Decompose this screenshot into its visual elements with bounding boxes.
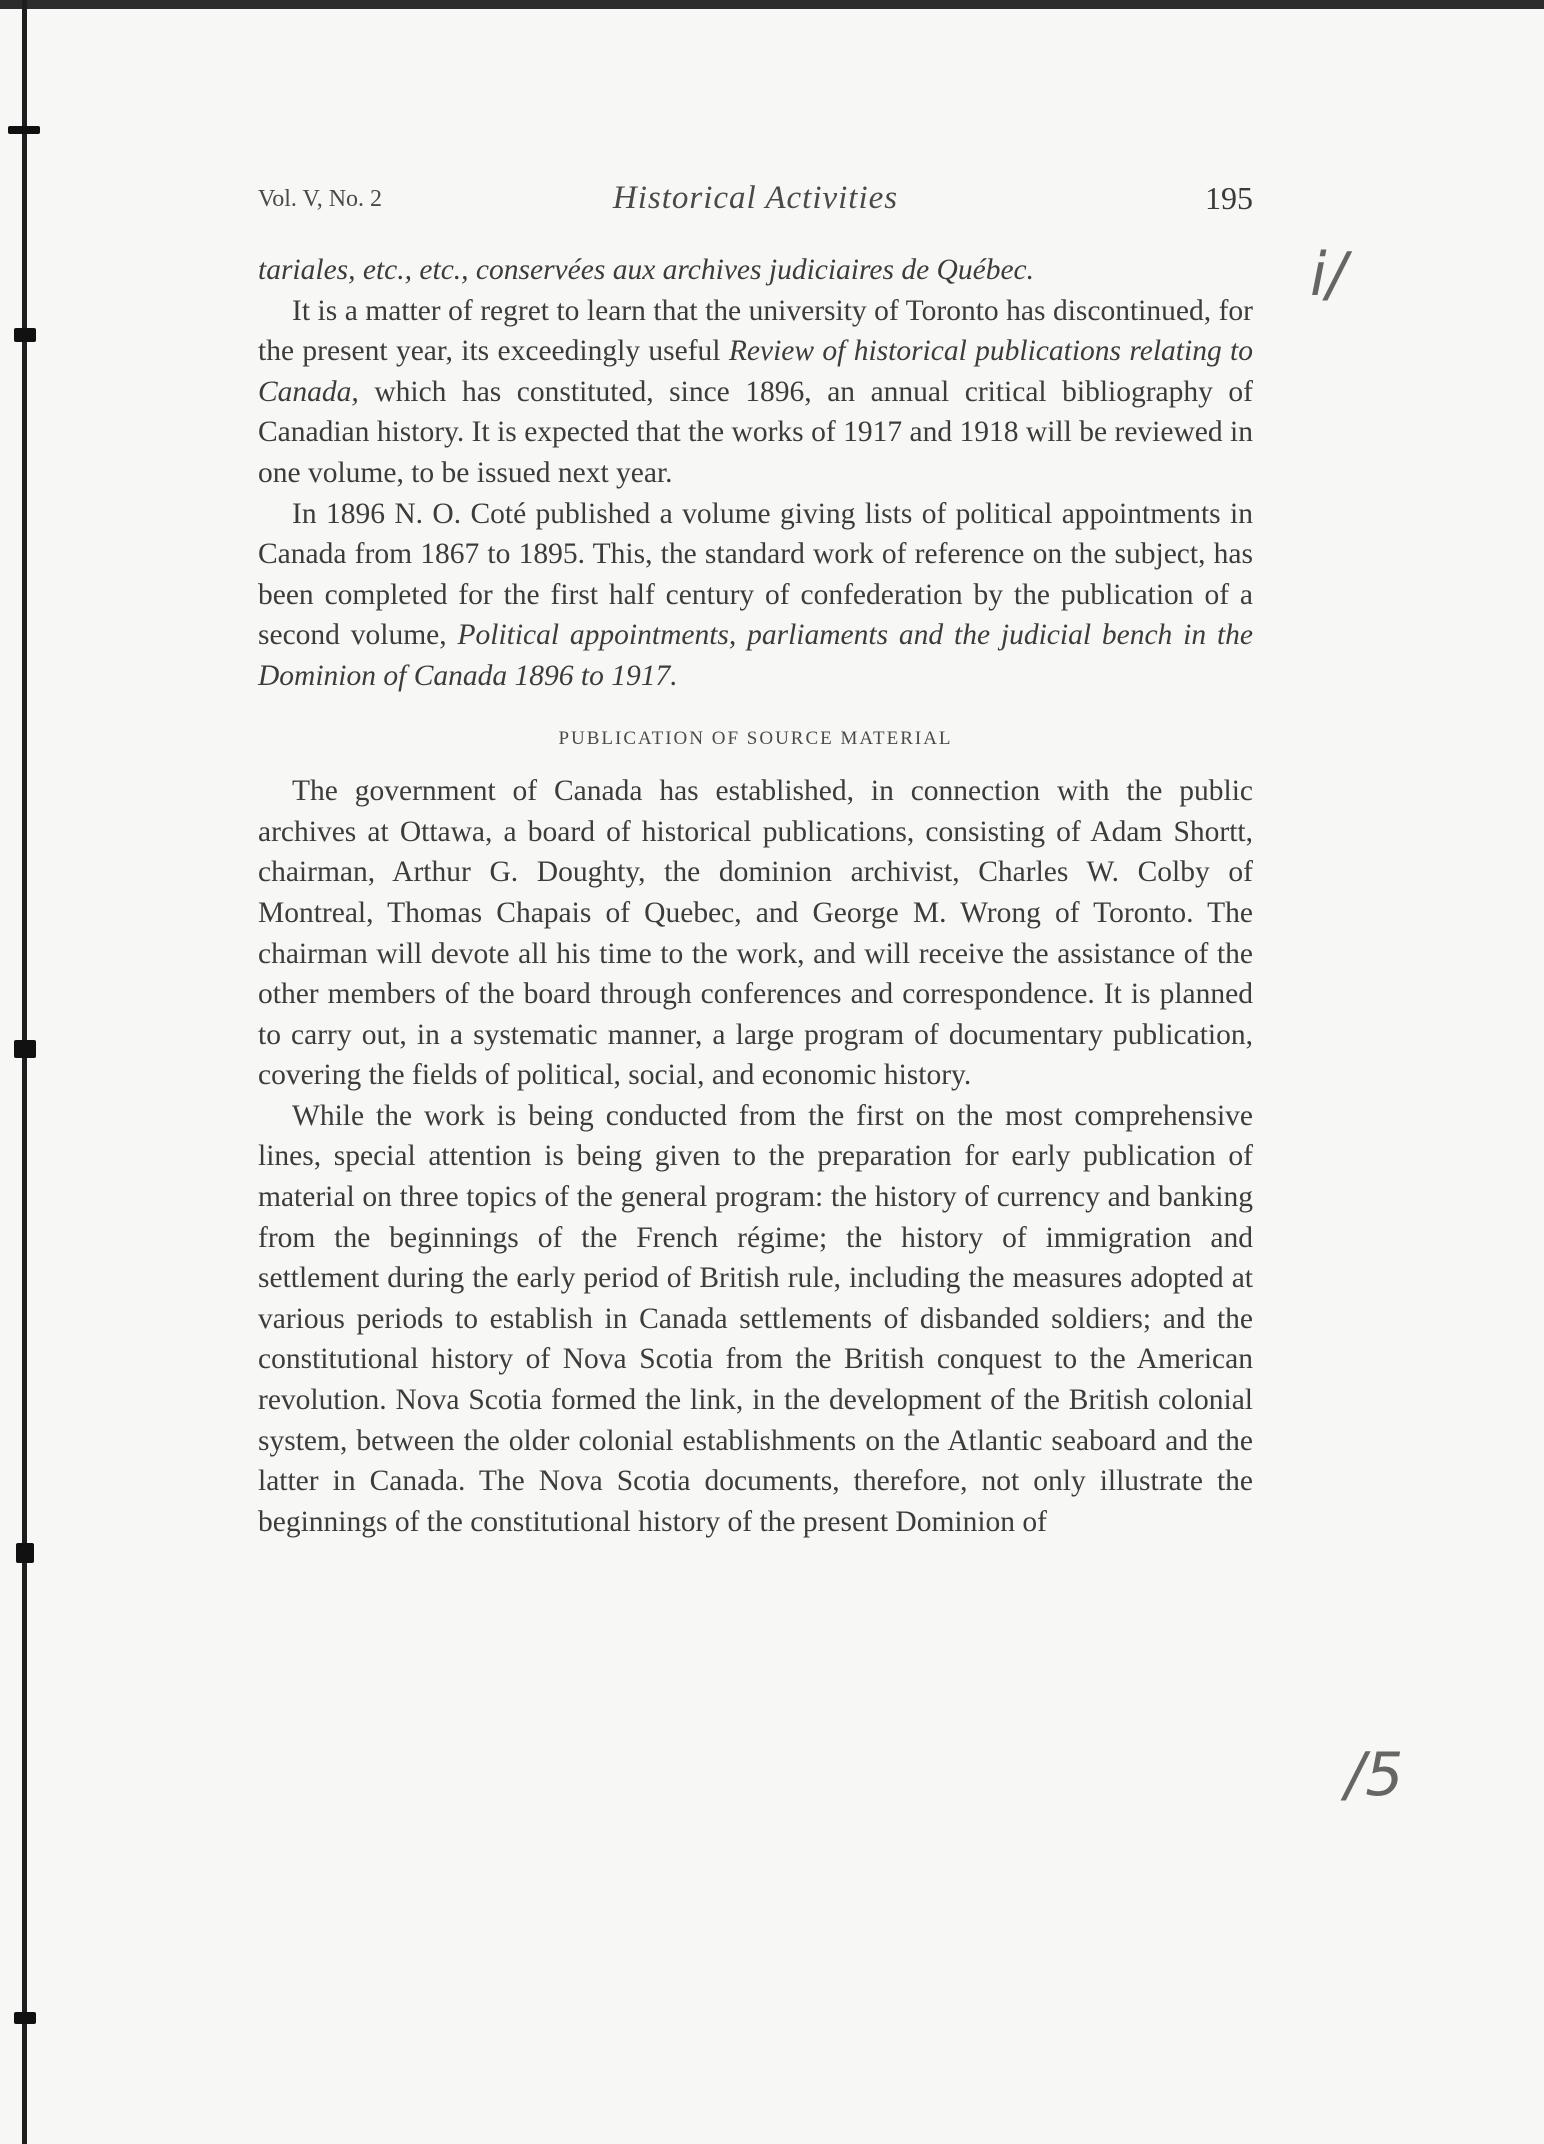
margin-note-top: i/ — [1310, 240, 1347, 310]
text-run: While the work is being conducted from the first on the most comprehensive lines, special attention is being given to the preparation for early publication of material on three topics of the general program: the history of currency and banking from the beginnings of the French régime; the history of immigration and settlement during the early period of British rule, including the measures adopted at various periods to establish in Canada settlements of disbanded soldiers; and the constitutional history of Nova Scotia from the British conquest to the American revolution. Nova Scotia formed the link, in the development of the British colonial system, between the older colonial establishments on the Atlantic seaboard and the latter in Canada. The Nova Scotia documents, therefore, not only illustrate the beginnings of the constitutional history of the present Dominion of — [258, 1099, 1253, 1538]
page-header — [258, 180, 1253, 226]
paragraph — [258, 771, 1253, 1096]
running-title: Historical Activities — [612, 180, 899, 216]
page-number: 195 — [1205, 180, 1253, 216]
text-run: It is a matter of regret to learn that the university of Toronto has discontinued, for the present year, its exceedingly useful — [258, 294, 1253, 368]
binding-mark — [8, 126, 40, 134]
italic-title: Review of historical publications relating to Canada, — [258, 335, 1254, 408]
binding-line — [22, 0, 27, 2144]
paragraph — [258, 494, 1253, 697]
text-run: which has constituted, since 1896, an annual critical bibliography of Canadian history. It is expected that the works of 1917 and 1918 will be reviewed in one volume, to be issued next year. — [258, 375, 1253, 489]
binding-mark — [14, 328, 36, 342]
text-run: In 1896 N. O. Coté published a volume giving lists of political appointments in Canada from 1867 to 1895. This, the standard work of reference on the subject, has been completed for the first half century of confederation by the publication of a second volume, — [258, 497, 1253, 652]
section-heading: PUBLICATION OF SOURCE MATERIAL — [558, 727, 953, 749]
binding-mark — [16, 1543, 34, 1563]
text-run: The government of Canada has established, in connection with the public archives at Ottawa, a board of historical publications, consisting of Adam Shortt, chairman, Arthur G. Doughty, the dominion archivist, Charles W. Colby of Montreal, Thomas Chapais of Quebec, and George M. Wrong of Toronto. The chairman will devote all his time to the work, and will receive the assistance of the other members of the board through conferences and correspondence. It is planned to carry out, in a systematic manner, a large program of documentary publication, covering the fields of political, social, and economic history. — [258, 775, 1253, 1092]
body-text — [258, 250, 1253, 1542]
binding-mark — [14, 1040, 36, 1058]
italic-title: Political appointments, parliaments and the judicial bench in the Dominion of Canada 1896 to 1917. — [258, 619, 1253, 692]
italic-text: tariales, etc., etc., conservées aux archives judiciaires de Québec. — [258, 254, 1035, 286]
paragraph — [258, 1096, 1253, 1543]
page-top-edge — [0, 0, 1544, 9]
paragraph — [258, 291, 1253, 494]
paragraph — [258, 250, 1253, 291]
binding-mark — [14, 2012, 36, 2024]
margin-note-bottom: /5 — [1345, 1740, 1404, 1810]
volume-label: Vol. V, No. 2 — [258, 186, 383, 212]
